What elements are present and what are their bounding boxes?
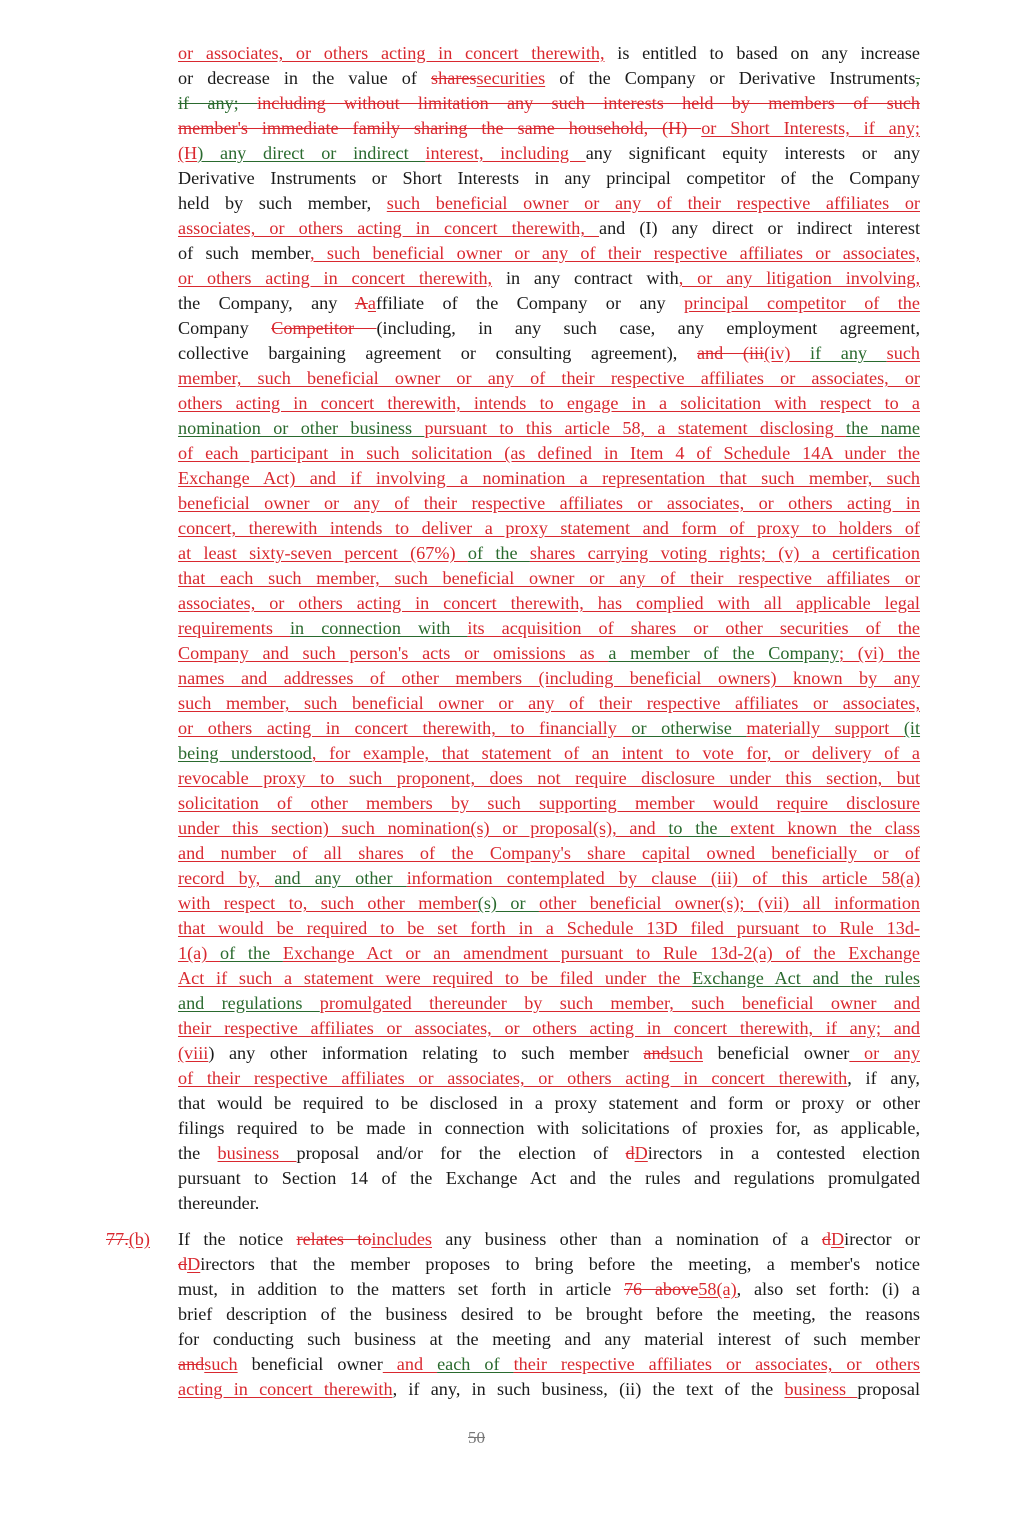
- inserted-text: and: [382, 1354, 438, 1374]
- inserted-text: pursuant to this article 58, a statement disclosing: [424, 418, 847, 438]
- text-line: [178, 391, 920, 415]
- inserted-text: information contemplated by clause (iii) of this article 58(a): [406, 868, 921, 888]
- inserted-text: concert, therewith intends to deliver a proxy statement and form of proxy to holders of: [178, 518, 920, 538]
- text-line: [178, 591, 920, 615]
- inserted-text: and number of all shares of the Company's share capital owned beneficially or of: [178, 843, 920, 863]
- inserted-text: such: [669, 1043, 703, 1063]
- text-line: [178, 491, 920, 515]
- inserted-text: or others acting in concert therewith,: [178, 268, 493, 288]
- inserted-text: , such beneficial owner or any of their respective affiliates or associates,: [310, 243, 920, 263]
- inserted-text: names and addresses of other members (including beneficial owners) known by any: [178, 668, 920, 688]
- text-line: [178, 1066, 920, 1090]
- inserted-text: a: [367, 293, 376, 313]
- inserted-text: of their respective affiliates or associates, or others acting in concert therewith: [178, 1068, 848, 1088]
- text-run: Company: [178, 318, 272, 338]
- text-line: [178, 241, 920, 265]
- moved-inserted-text: Exchange Act and the rules: [692, 968, 920, 988]
- text-line: [178, 741, 920, 765]
- text-run: (including, in any such case, any employment agreement,: [376, 318, 920, 338]
- deleted-text: including without limitation any such interests held by members of such: [257, 93, 920, 113]
- text-run: ) any other information relating to such member: [208, 1043, 644, 1063]
- deleted-text: A: [354, 293, 368, 313]
- text-line: [178, 666, 920, 690]
- inserted-text: (H: [178, 143, 198, 163]
- inserted-text: that each such member, such beneficial owner or any of their respective affiliates or: [178, 568, 920, 588]
- text-line: [178, 316, 920, 340]
- inserted-text: or any: [849, 1043, 920, 1063]
- text-line: [178, 641, 920, 665]
- inserted-text: securities: [476, 68, 546, 88]
- text-run: pursuant to Section 14 of the Exchange Act and the rules and regulations promulgated: [178, 1168, 920, 1188]
- deleted-text: 76 above: [623, 1279, 699, 1299]
- moved-inserted-text: of the: [220, 943, 283, 963]
- moved-inserted-text: to the: [668, 818, 731, 838]
- text-line: [178, 216, 920, 240]
- text-line: [178, 891, 920, 915]
- deleted-text: member's immediate family sharing the same household, (H): [178, 118, 702, 138]
- text-line: [178, 766, 920, 790]
- inserted-text: promulgated thereunder by such member, such beneficial owner and: [319, 993, 921, 1013]
- text-line: [178, 991, 920, 1015]
- inserted-text: associates, or others acting in concert therewith,: [178, 218, 599, 238]
- moved-inserted-text: and any other: [274, 868, 407, 888]
- text-run: for conducting such business at the meeting and any material interest of such member: [178, 1329, 920, 1349]
- text-line: [178, 1227, 920, 1251]
- inserted-text: business: [217, 1143, 297, 1163]
- inserted-text: under this section) such nomination(s) or proposal(s), and: [178, 818, 669, 838]
- inserted-text: or others acting in concert therewith, to financially: [178, 718, 632, 738]
- inserted-text: member, such beneficial owner or any of their respective affiliates or associates, or: [178, 368, 920, 388]
- text-line: [178, 1116, 920, 1140]
- text-run: If the notice: [178, 1229, 297, 1249]
- text-line: [178, 166, 920, 190]
- deleted-text: d: [178, 1254, 188, 1274]
- text-line: [178, 1352, 920, 1376]
- inserted-text: interest, including: [425, 143, 586, 163]
- inserted-text: their respective affiliates or associates, or others: [513, 1354, 921, 1374]
- deleted-text: and: [178, 1354, 205, 1374]
- inserted-text: acting in concert therewith: [178, 1379, 393, 1399]
- inserted-text: their respective affiliates or associates, or others acting in concert therewith, if any; and: [178, 1018, 920, 1038]
- moved-inserted-text: the name: [846, 418, 920, 438]
- deleted-text: d: [821, 1229, 832, 1249]
- page-number: 50: [468, 1428, 485, 1447]
- inserted-text: Act if such a statement were required to be filed under the: [178, 968, 693, 988]
- text-line: [178, 266, 920, 290]
- text-run: or decrease in the value of: [178, 68, 432, 88]
- text-line: [178, 1141, 920, 1165]
- inserted-text: 58(a): [698, 1279, 737, 1299]
- inserted-text: (iv): [764, 343, 811, 363]
- text-run: and (I) any direct or indirect interest: [599, 218, 920, 238]
- text-line: [178, 841, 920, 865]
- inserted-text: requirements: [178, 618, 290, 638]
- text-line: [178, 791, 920, 815]
- inserted-paragraph-number: (b): [128, 1229, 150, 1249]
- text-line: [178, 1091, 920, 1115]
- text-run: irectors that the member proposes to bring before the meeting, a member's notice: [200, 1254, 920, 1274]
- text-line: [178, 516, 920, 540]
- text-run: that would be required to be disclosed in a proxy statement and form or proxy or other: [178, 1093, 920, 1113]
- text-line: [178, 866, 920, 890]
- deleted-text: and (iii: [696, 343, 765, 363]
- text-run: beneficial owner: [702, 1043, 850, 1063]
- inserted-text: principal competitor of the: [683, 293, 920, 313]
- text-run: of the Company or Derivative Instruments: [545, 68, 916, 88]
- inserted-text: of each participant in such solicitation (as defined in Item 4 of Schedule 14A under the: [178, 443, 920, 463]
- text-run: proposal: [857, 1379, 920, 1399]
- moved-inserted-text: nomination or other business: [178, 418, 425, 438]
- deleted-paragraph-number: 77.: [106, 1229, 129, 1249]
- inserted-text: that would be required to be set forth in a Schedule 13D filed pursuant to Rule 13d-: [178, 918, 920, 938]
- text-run: , if any,: [847, 1068, 920, 1088]
- moved-inserted-text: ) any direct or indirect: [197, 143, 426, 163]
- text-line: [178, 441, 920, 465]
- inserted-text: business: [784, 1379, 858, 1399]
- inserted-text: shares carrying voting rights; (v) a certification: [529, 543, 920, 563]
- inserted-text: with respect to, such other member: [178, 893, 478, 913]
- text-line: [178, 141, 920, 165]
- text-line: [178, 1041, 920, 1065]
- text-line: [178, 416, 920, 440]
- moved-inserted-text: if any: [810, 343, 887, 363]
- text-line: [178, 1016, 920, 1040]
- inserted-text: solicitation of other members by such supporting member would require disclosure: [178, 793, 920, 813]
- text-line: [178, 566, 920, 590]
- moved-inserted-text: a member of the Company: [608, 643, 839, 663]
- deleted-text: and: [643, 1043, 670, 1063]
- inserted-text: its acquisition of shares or other securities of the: [467, 618, 920, 638]
- moved-deleted-text: ,: [915, 68, 920, 88]
- text-line: [178, 916, 920, 940]
- moved-inserted-text: (it: [903, 718, 921, 738]
- text-line: [178, 466, 920, 490]
- text-run: , also set forth: (i) a: [736, 1279, 920, 1299]
- text-run: irector or: [844, 1229, 921, 1249]
- text-run: brief description of the business desired to be brought before the meeting, the reasons: [178, 1304, 920, 1324]
- moved-inserted-text: in connection with: [290, 618, 468, 638]
- text-line: [178, 1277, 920, 1301]
- inserted-text: , for example, that statement of an intent to vote for, or delivery of a: [311, 743, 921, 763]
- text-run: , if any, in such business, (ii) the text of the: [392, 1379, 785, 1399]
- inserted-text: , or any litigation involving,: [678, 268, 921, 288]
- text-line: [178, 366, 920, 390]
- text-run: filings required to be made in connection with solicitations of proxies for, as applicable,: [178, 1118, 920, 1138]
- inserted-text: D: [831, 1229, 845, 1249]
- paragraph-number-b: [106, 1227, 150, 1251]
- moved-inserted-text: of the: [467, 543, 530, 563]
- deleted-text: relates to: [296, 1229, 372, 1249]
- inserted-text: such beneficial owner or any of their respective affiliates or: [386, 193, 920, 213]
- text-line: [178, 691, 920, 715]
- text-line: [178, 1377, 920, 1401]
- text-run: of such member: [178, 243, 311, 263]
- inserted-text: Company and such person's acts or omissions as: [178, 643, 609, 663]
- inserted-text: Exchange Act or an amendment pursuant to Rule 13d-2(a) of the Exchange: [282, 943, 920, 963]
- inserted-text: revocable proxy to such proponent, does not require disclosure under this section, but: [178, 768, 920, 788]
- text-run: the Company, any: [178, 293, 355, 313]
- text-line: [178, 541, 920, 565]
- deleted-text: Competitor: [271, 318, 377, 338]
- text-run: any significant equity interests or any: [585, 143, 920, 163]
- text-line: [178, 816, 920, 840]
- text-line: [178, 1191, 920, 1215]
- text-run: in any contract with: [492, 268, 679, 288]
- text-run: collective bargaining agreement or consulting agreement),: [178, 343, 697, 363]
- text-line: [178, 116, 920, 140]
- text-line: [178, 716, 920, 740]
- text-run: ffiliate of the Company or any: [375, 293, 684, 313]
- text-line: [178, 966, 920, 990]
- inserted-text: ; (vi) the: [839, 643, 920, 663]
- text-line: [178, 1252, 920, 1276]
- inserted-text: extent known the class: [730, 818, 920, 838]
- moved-inserted-text: being understood: [178, 743, 312, 763]
- text-line: [178, 291, 920, 315]
- inserted-text: such: [886, 343, 921, 363]
- text-line: [178, 1327, 920, 1351]
- inserted-text: at least sixty-seven percent (67%): [178, 543, 468, 563]
- inserted-text: D: [187, 1254, 201, 1274]
- inserted-text: Exchange Act) and if involving a nomination a representation that such member, such: [178, 468, 920, 488]
- moved-inserted-text: or otherwise: [631, 718, 747, 738]
- text-line: [178, 66, 920, 90]
- text-line: [178, 1166, 920, 1190]
- text-run: held by such member,: [178, 193, 387, 213]
- inserted-text: or associates, or others acting in concert therewith,: [178, 43, 605, 63]
- text-line: [178, 616, 920, 640]
- inserted-text: (viii: [178, 1043, 209, 1063]
- moved-deleted-text: if any;: [178, 93, 258, 113]
- text-run: thereunder.: [178, 1193, 260, 1213]
- inserted-text: other beneficial owner(s); (vii) all information: [538, 893, 921, 913]
- inserted-text: others acting in concert therewith, intends to engage in a solicitation with respect to a: [178, 393, 920, 413]
- text-run: must, in addition to the matters set forth in article: [178, 1279, 624, 1299]
- inserted-text: beneficial owner or any of their respective affiliates or associates, or others acting in: [178, 493, 920, 513]
- text-line: [178, 941, 920, 965]
- inserted-text: such: [204, 1354, 238, 1374]
- text-line: [178, 1302, 920, 1326]
- text-line: [178, 341, 920, 365]
- inserted-text: 1(a): [178, 943, 221, 963]
- inserted-text: includes: [371, 1229, 432, 1249]
- inserted-text: materially support: [746, 718, 904, 738]
- inserted-text: such member, such beneficial owner or any of their respective affiliates or associates,: [178, 693, 920, 713]
- text-run: proposal and/or for the election of: [296, 1143, 626, 1163]
- text-run: any business other than a nomination of a: [432, 1229, 822, 1249]
- text-run: irectors in a contested election: [647, 1143, 920, 1163]
- moved-inserted-text: each of: [437, 1354, 514, 1374]
- text-line: [178, 41, 920, 65]
- text-run: the: [178, 1143, 218, 1163]
- text-line: [178, 91, 920, 115]
- text-run: is entitled to based on any increase: [604, 43, 920, 63]
- text-run: Derivative Instruments or Short Interests in any principal competitor of the Company: [178, 168, 920, 188]
- moved-inserted-text: and regulations: [178, 993, 320, 1013]
- inserted-text: associates, or others acting in concert therewith, has complied with all applicable legal: [178, 593, 920, 613]
- text-line: [178, 191, 920, 215]
- inserted-text: or Short Interests, if any;: [701, 118, 920, 138]
- moved-inserted-text: (s) or: [477, 893, 539, 913]
- inserted-text: D: [634, 1143, 648, 1163]
- text-run: beneficial owner: [237, 1354, 383, 1374]
- deleted-text: shares: [431, 68, 477, 88]
- deleted-text: d: [625, 1143, 635, 1163]
- inserted-text: record by,: [178, 868, 275, 888]
